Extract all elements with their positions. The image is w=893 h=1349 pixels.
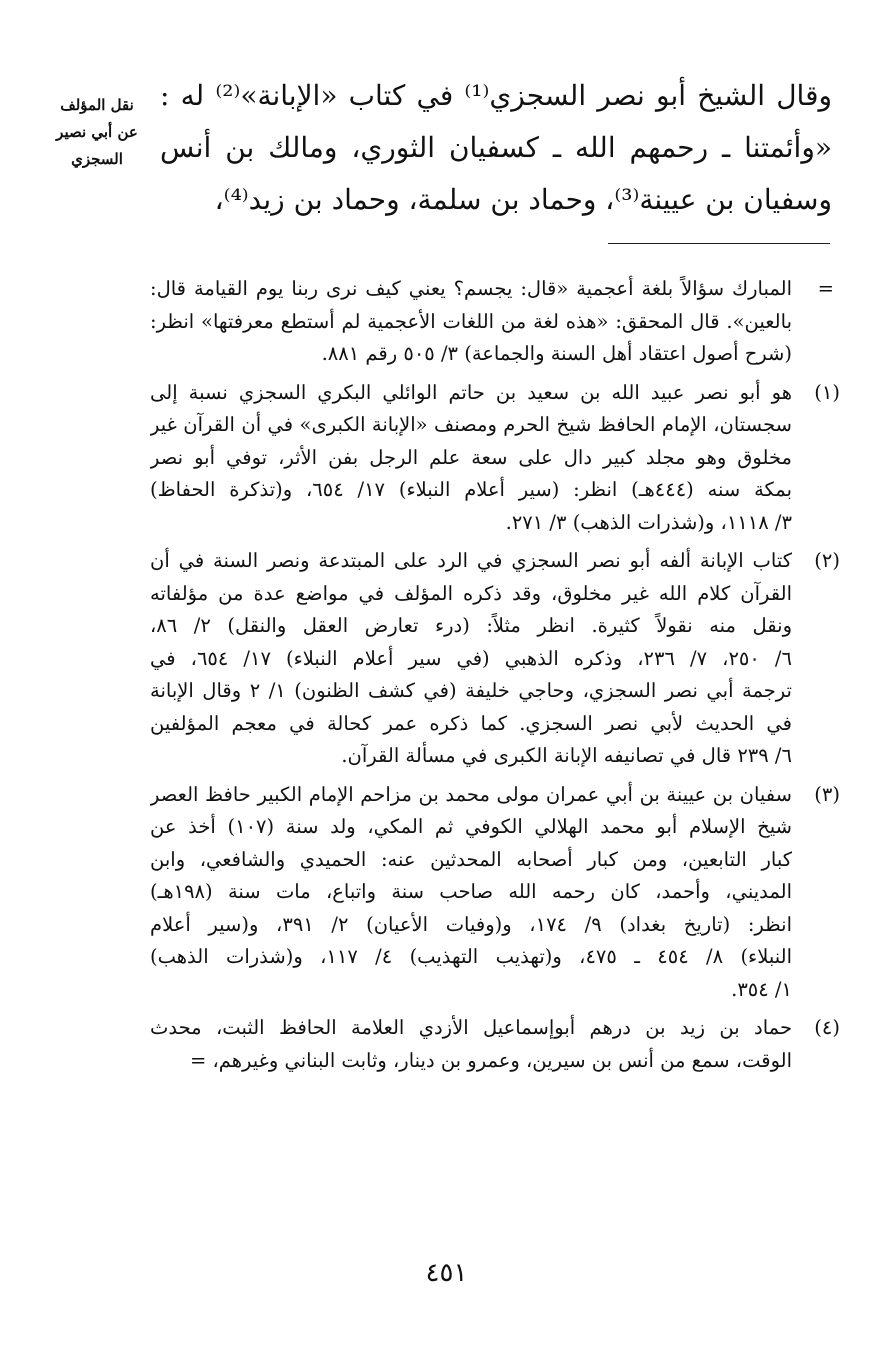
footnote-line: مخلوق وهو مجلد كبير دال على سعة علم الرجل بفن الأثر، توفي أبو نصر <box>150 445 792 469</box>
footnote-number: (١) <box>814 380 840 404</box>
footnote-line: ٦/ ٢٥٠، ٧/ ٢٣٦، وذكره الذهبي (في سير أعلام النبلاء) ١٧/ ٦٥٤، في <box>150 646 792 670</box>
footnote-line: كبار التابعين، ومن كبار أصحابه المحدثين عنه: الحميدي والشافعي، وابن <box>150 847 792 871</box>
main-text <box>160 70 832 226</box>
footnote-line: القرآن كلام الله غير مخلوق، وقد ذكره المؤلف في مواضع عدة من مؤلفاته <box>150 581 792 605</box>
footnote-continuation <box>150 273 840 371</box>
footnote-line: ١/ ٣٥٤. <box>731 977 792 1001</box>
footnote-line: ونقل منه نقولاً كثيرة. انظر مثلاً: (درء تعارض العقل والنقل) ٢/ ٨٦، <box>150 614 792 637</box>
footnote-separator-rule <box>608 243 830 244</box>
footnote-line: في الحديث لأبي نصر السجزي. كما ذكره عمر كحالة في معجم المؤلفين <box>150 711 792 735</box>
footnote-line: سفيان بن عيينة بن أبي عمران مولى محمد بن مزاحم الإمام الكبير حافظ العصر <box>150 782 792 806</box>
footnote-line: كتاب الإبانة ألفه أبو نصر السجزي في الرد على المبتدعة ونصر السنة في أن <box>150 549 792 572</box>
footnote-number: (٢) <box>814 549 840 572</box>
footnote-line: انظر: (تاريخ بغداد) ٩/ ١٧٤، و(وفيات الأعيان) ٢/ ٣٩١، و(سير أعلام <box>150 912 792 936</box>
main-text-line-1: وقال الشيخ أبو نصر السجزي⁽¹⁾ في كتاب «الإبانة»⁽²⁾ له : <box>160 79 832 112</box>
footnote-line: المديني، وأحمد، كان رحمه الله صاحب سنة واتباع، مات سنة (١٩٨هـ) <box>150 880 792 903</box>
footnote-4 <box>150 1012 840 1077</box>
footnote-number: (٣) <box>814 782 840 806</box>
footnote-line: ترجمة أبي نصر السجزي، وحاجي خليفة (في كشف الظنون) ١/ ٢ وقال الإبانة <box>150 679 792 702</box>
footnote-line: بمكة سنه (٤٤٤هـ) انظر: (سير أعلام النبلاء) ١٧/ ٦٥٤، و(تذكرة الحفاظ) <box>150 478 792 501</box>
footnote-number: (٤) <box>814 1016 840 1039</box>
footnote-line: (شرح أصول اعتقاد أهل السنة والجماعة) ٣/ ٥٠٥ رقم ٨٨١. <box>321 342 792 365</box>
footnote-1 <box>150 377 840 540</box>
margin-note-line-1: نقل المؤلف <box>60 96 134 114</box>
main-text-line-3: وسفيان بن عيينة⁽³⁾، وحماد بن سلمة، وحماد بن زيد⁽⁴⁾، <box>214 183 832 216</box>
footnote-line: هو أبو نصر عبيد الله بن سعيد بن حاتم الوائلي البكري السجزي نسبة إلى <box>150 380 792 404</box>
margin-note-line-3: السجزي <box>71 150 123 168</box>
footnote-line: المبارك سؤالاً بلغة أعجمية «قال: يجسم؟ يعني كيف نرى ربنا يوم القيامة قال: <box>150 277 792 300</box>
footnote-3 <box>150 779 840 1007</box>
footnote-2 <box>150 545 840 773</box>
footnote-line: شيخ الإسلام أبو محمد الهلالي الكوفي ثم المكي، ولد سنة (١٠٧) أخذ عن <box>150 815 792 838</box>
margin-note-line-2: عن أبي نصير <box>56 123 138 141</box>
continuation-marker: = <box>817 277 834 300</box>
footnote-line: سجستان، الإمام الحافظ شيخ الحرم ومصنف «الإبانة الكبرى» في أن القرآن غير <box>150 413 792 436</box>
page-number: ٤٥١ <box>425 1258 468 1288</box>
footnote-line: ٣/ ١١١٨، و(شذرات الذهب) ٣/ ٢٧١. <box>505 510 792 534</box>
footnote-line: الوقت، سمع من أنس بن سيرين، وعمرو بن دينار، وثابت البناني وغيرهم، = <box>189 1048 792 1072</box>
footnote-line: ٦/ ٢٣٩ قال في تصانيفه الإبانة الكبرى في مسألة القرآن. <box>341 744 792 767</box>
margin-note <box>48 92 146 173</box>
footnotes <box>150 273 840 1083</box>
main-text-line-2: «وأئمتنا ـ رحمهم الله ـ كسفيان الثوري، ومالك بن أنس <box>160 131 832 164</box>
footnote-line: النبلاء) ٨/ ٤٥٤ ـ ٤٧٥، و(تهذيب التهذيب) ٤/ ١١٧، و(شذرات الذهب) <box>150 945 792 968</box>
footnote-line: بالعين». قال المحقق: «هذه لغة من اللغات الأعجمية لم أستطع معرفتها» انظر: <box>150 309 792 333</box>
footnote-line: حماد بن زيد بن درهم أبوإسماعيل الأزدي العلامة الحافظ الثبت، محدث <box>150 1016 792 1039</box>
